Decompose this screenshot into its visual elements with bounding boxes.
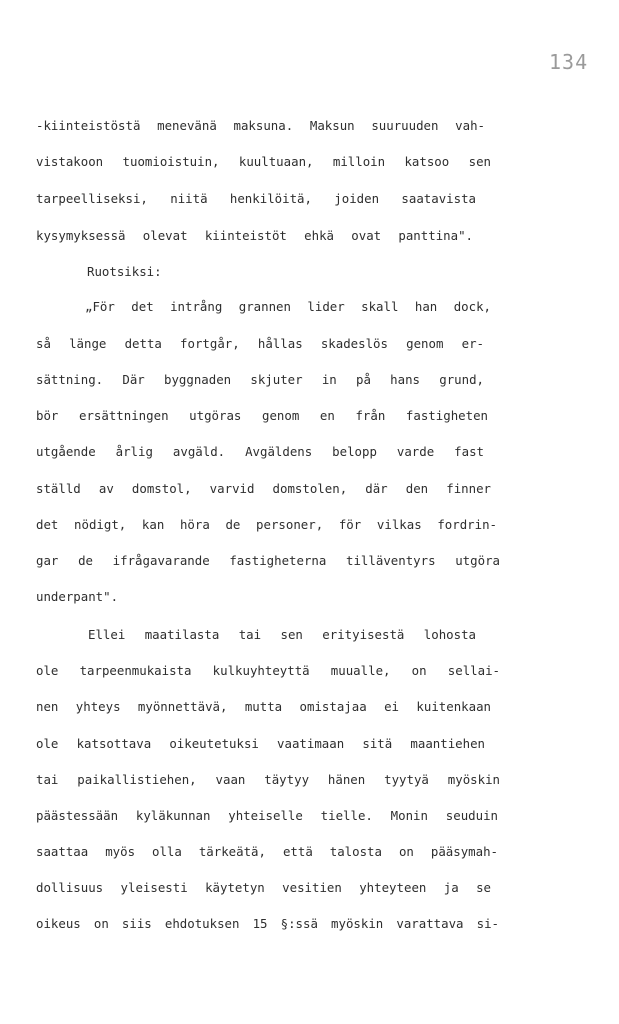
text-line: kysymyksessä olevat kiinteistöt ehkä ovat panttina".: [36, 228, 473, 243]
text-line: ställd av domstol, varvid domstolen, där den finner: [36, 481, 491, 496]
text-line: päästessään kyläkunnan yhteiselle tielle. Monin seuduin: [36, 808, 498, 823]
text-line: underpant".: [36, 589, 119, 604]
text-line: så länge detta fortgår, hållas skadeslös genom er-: [36, 336, 484, 351]
text-line: ole tarpeenmukaista kulkuyhteyttä muualle, on sellai-: [36, 663, 500, 678]
text-line: utgående årlig avgäld. Avgäldens belopp varde fast: [36, 444, 484, 459]
text-line: vistakoon tuomioistuin, kuultuaan, milloin katsoo sen: [36, 154, 491, 169]
text-line: tarpeelliseksi, niitä henkilöitä, joiden saatavista: [36, 191, 476, 206]
text-line: sättning. Där byggnaden skjuter in på hans grund,: [36, 372, 484, 387]
text-line: gar de ifrågavarande fastigheterna tilläventyrs utgöra: [36, 553, 500, 568]
text-line: dollisuus yleisesti käytetyn vesitien yhteyteen ja se: [36, 880, 491, 895]
text-line: ole katsottava oikeutetuksi vaatimaan sitä maantiehen: [36, 736, 485, 751]
page-number: 134: [549, 50, 589, 74]
text-line: saattaa myös olla tärkeätä, että talosta on pääsymah-: [36, 844, 498, 859]
text-line: oikeus on siis ehdotuksen 15 §:ssä myöskin varattava si-: [36, 916, 499, 931]
text-line: Ellei maatilasta tai sen erityisestä lohosta: [88, 627, 476, 642]
text-line: det nödigt, kan höra de personer, för vilkas fordrin-: [36, 517, 497, 532]
text-line: -kiinteistöstä menevänä maksuna. Maksun suuruuden vah-: [36, 118, 485, 133]
text-line: nen yhteys myönnettävä, mutta omistajaa ei kuitenkaan: [36, 699, 491, 714]
text-line: bör ersättningen utgöras genom en från fastigheten: [36, 408, 488, 423]
text-line: „För det intrång grannen lider skall han dock,: [85, 299, 491, 314]
text-line: Ruotsiksi:: [87, 264, 162, 279]
text-line: tai paikallistiehen, vaan täytyy hänen tyytyä myöskin: [36, 772, 500, 787]
